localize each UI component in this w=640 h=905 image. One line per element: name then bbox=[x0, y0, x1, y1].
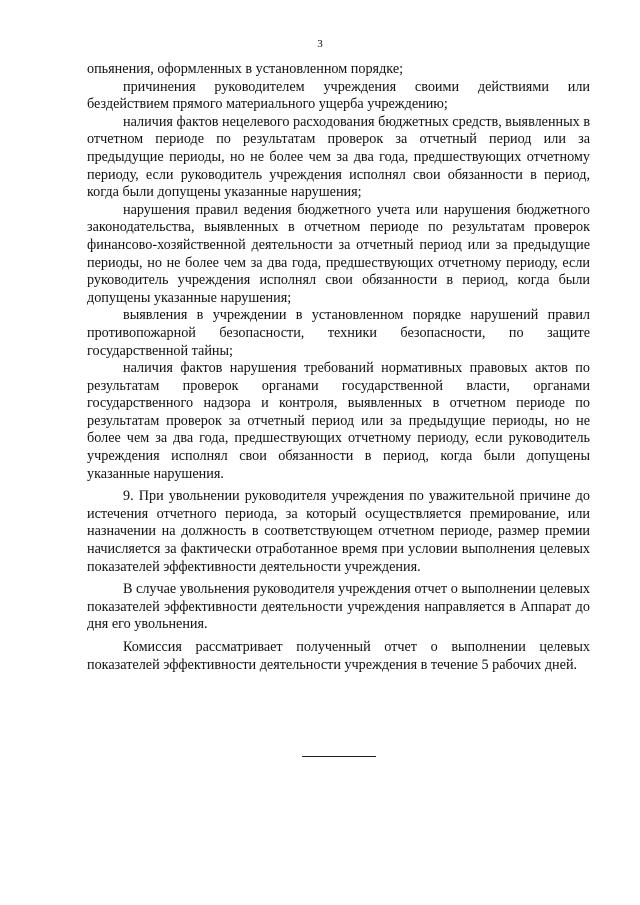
page-number: 3 bbox=[317, 38, 323, 50]
document-body bbox=[87, 61, 590, 674]
paragraph-item-9: 9. При увольнении руководителя учреждения по уважительной причине до истечения отчетного периода, за который осуществляется премирование, или назначении на должность в соответствующем отчетном периоде, размер премии начисляется за фактически отработанное время при условии выполнения целевых показателей эффективности деятельности учреждения. bbox=[87, 488, 590, 575]
paragraph-material-damage: причинения руководителем учреждения своими действиями или бездействием прямого материального ущерба учреждению; bbox=[87, 78, 590, 113]
end-of-document-line bbox=[302, 756, 376, 757]
paragraph-budget-misuse: наличия фактов нецелевого расходования бюджетных средств, выявленных в отчетном периоде по результатам проверок за отчетный период или за предыдущие периоды, но не более чем за два года, предшествующих отчетному периоду, если руководитель учреждения исполнял свои обязанности в период, когда были допущены указанные нарушения; bbox=[87, 113, 591, 201]
paragraph-accounting-violations: нарушения правил ведения бюджетного учета или нарушения бюджетного законодательства, выявленных в отчетном периоде по результатам проверок финансово-хозяйственной деятельности за отчетный период или за предыдущие периоды, но не более чем за два года, предшествующих отчетному периоду, если руководитель учреждения исполнял свои обязанности в период, когда были допущены указанные нарушения; bbox=[87, 201, 590, 306]
paragraph-safety-violations: выявления в учреждении в установленном порядке нарушений правил противопожарной безопасности, техники безопасности, по защите государственной тайны; bbox=[87, 307, 590, 359]
paragraph-commission-review: Комиссия рассматривает полученный отчет о выполнении целевых показателей эффективности деятельности учреждения в течение 5 рабочих дней. bbox=[87, 639, 590, 673]
paragraph-regulatory-violations: наличия фактов нарушения требований нормативных правовых актов по результатам проверок органами государственной власти, органами государственного надзора и контроля, выявленных в отчетном периоде по результатам проверок за отчетный период или за предыдущие периоды, но не более чем за два года, предшествующих отчетному периоду, если руководитель учреждения исполнял свои обязанности в период, когда были допущены указанные нарушения. bbox=[87, 360, 590, 482]
paragraph-continuation: опьянения, оформленных в установленном порядке; bbox=[87, 61, 404, 77]
paragraph-dismissal-report: В случае увольнения руководителя учреждения отчет о выполнении целевых показателей эффективности деятельности учреждения направляется в Аппарат до дня его увольнения. bbox=[87, 581, 590, 633]
